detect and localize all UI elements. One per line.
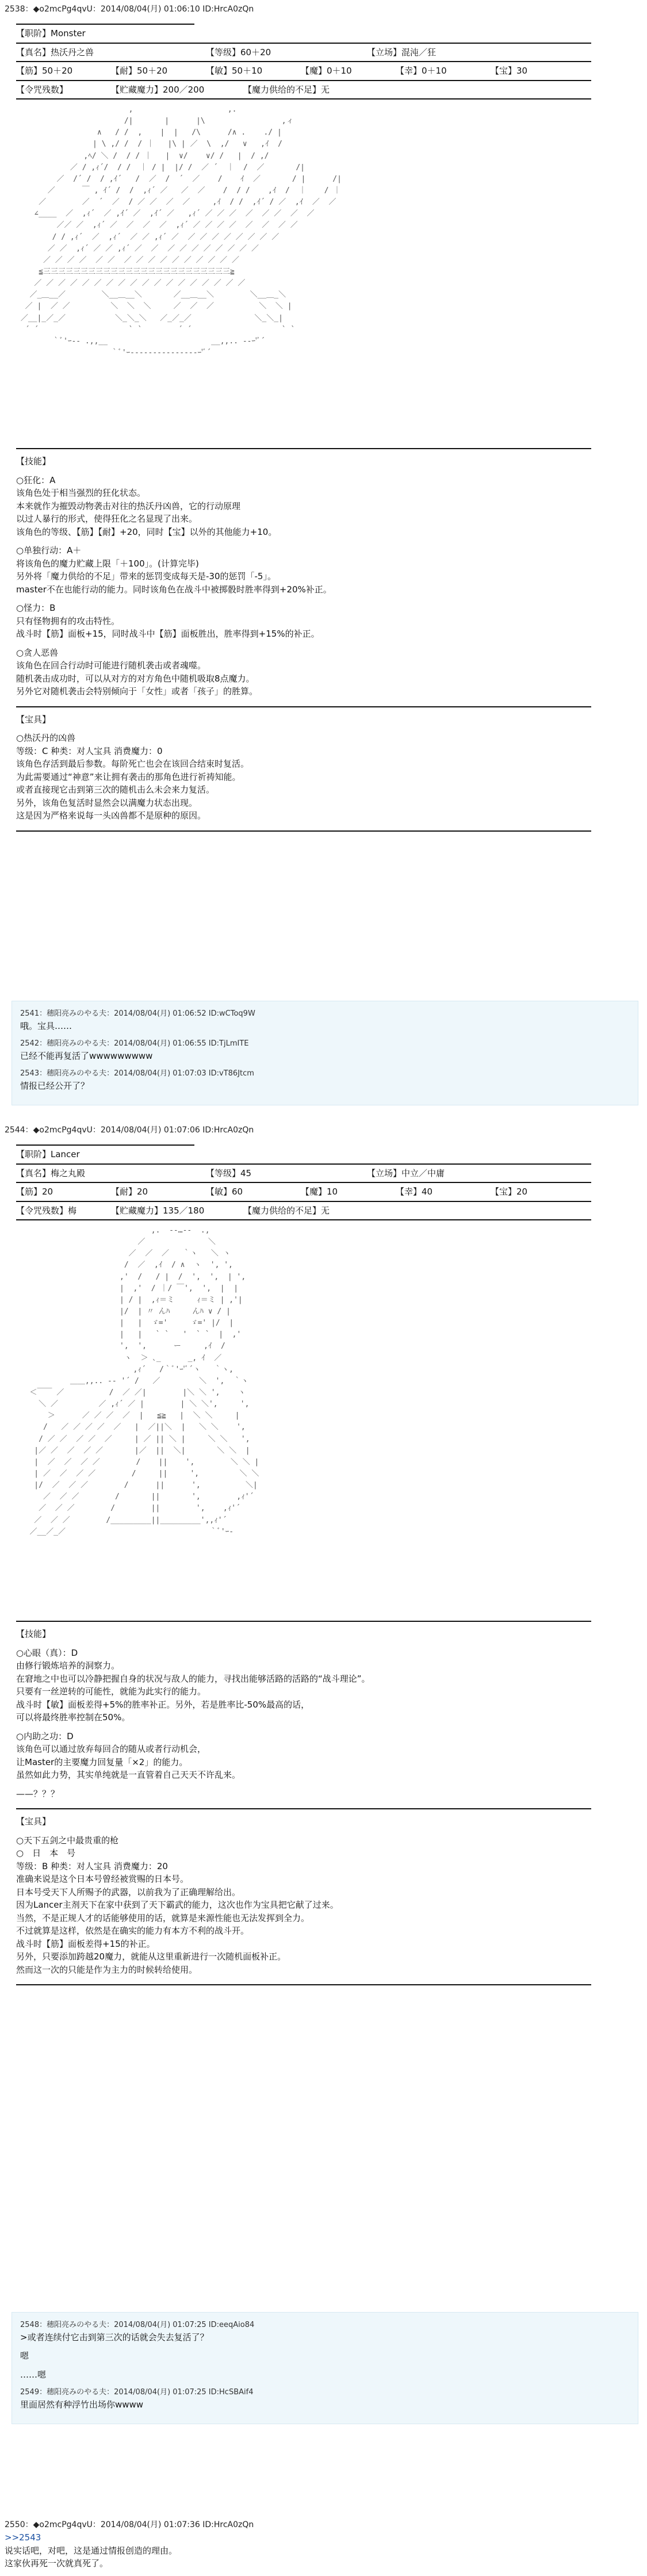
np-text: 准确来说是这个日本号曾经被赏赐的日本号。: [16, 1874, 189, 1884]
np-text: 然而这一次的只能是作为主力的时候转给使用。: [16, 1964, 198, 1975]
skill-name: ○贪人恶兽: [16, 647, 59, 658]
skill-text: 另外它对随机袭击会特别倾向于「女性」或者「孩子」的胜算。: [16, 686, 258, 696]
level: 【等级】60＋20: [206, 47, 271, 58]
stat-luck: 【幸】0＋10: [396, 66, 447, 76]
post-header: 2544：◆o2mcPg4qvU：2014/08/04(月) 01:07:06 ID:HrcA0zQn: [5, 1126, 254, 1135]
skill-text: 另外将「魔力供给的不足」带来的惩罚变成每天是-30的惩罚「-5」。: [16, 571, 276, 581]
stats-row-2: [16, 1185, 591, 1199]
skill-text: 该角色的等级、【筋】【耐】+20，同时【宝】以外的其他能力+10。: [16, 526, 277, 537]
reply-text: 哦。宝具……: [20, 1020, 72, 1031]
stats-row-3: [16, 83, 591, 97]
mana-deficit: 【魔力供给的不足】无: [243, 1205, 330, 1216]
np-title: 【宝具】: [16, 1816, 51, 1827]
stat-agi: 【敏】60: [206, 1186, 243, 1197]
skill-text: 只要有一丝逆转的可能性，就能为此实行的能力。: [16, 1686, 206, 1697]
np-name: ○ 日 本 号: [16, 1848, 76, 1858]
skill-text: 将该角色的魔力贮藏上限「＋100」。(计算完毕): [16, 558, 199, 569]
ascii-art-lancer: ,. -‐…‐- ., ／ ＼ ／ ／ ／ ｀ヽ ＼ ヽ / ／ ,ｲ / ∧ ヽ ', ', ,' / / | / ', ', | ', | ,' / ｜/ ￣', ', | | | / | ,ｨ＝ミ ｨ＝ミ | ,'| |/ | 〃 んﾊ んﾊ ∨ / | | | ゞ=' ゞ=' |/ | | | ` ` ' ` ` | ,' ', ', ー ,ｲ / ヽ ＞ ､_ _, ｲ ／ ,ｨ´ /｀ﾞ'ｰ'ﾞ´ヽ ｀ヽ, ＿＿,,.. -‐ '´ / ／ ＼ ', ｀ヽ ＜￣￣ ／ / ／ ／| |＼ ＼ ', ヽ ＼ ／ ／ ,ｨ´ ／ | | ＼ ＼', ', ＞ ／ ／ ／ ／ | ≦≧ | ＼ ＼ | / ／ ／ ／ ／ ／ | ／||＼ | ＼ ＼ ', / ／ ／ ／ ／ ／ | ／ || ＼ | ＼ ＼ ', |／ ／ ／ ／ ／ |／ || ＼| ＼ ＼ | | ／ ／ ／ ／ / || ', ＼ ＼ | | ／ ／ ／ ／ / || ', ＼ ＼ |/ ／ ／ ／ / || ', ＼| ／ ／ ／ / || ', ,ｨ'´ ／ ／ ／ / || ', ,ｨ'´ ／ ／ ／ /_________||_________',,ｨ'´ ／__／_／ ｀ﾞ'ｰ-: [29, 1226, 259, 1536]
divider: [16, 80, 591, 81]
class-label: 【职阶】Lancer: [16, 1149, 80, 1159]
reply-text: ……嗯: [20, 2369, 47, 2380]
divider: [16, 1163, 591, 1165]
stats-row-1: [16, 46, 591, 59]
reply-text: 嗯: [20, 2351, 29, 2361]
divider: [16, 43, 591, 44]
stat-end: 【耐】20: [111, 1186, 148, 1197]
post-header: 2538：◆o2mcPg4qvU：2014/08/04(月) 01:06:10 ID:HrcA0zQn: [5, 5, 254, 14]
np-text: 不过就算是这样，依然是在确实的能力有本方不利的战斗开。: [16, 1926, 250, 1936]
divider: [16, 98, 591, 99]
divider: [16, 61, 591, 62]
post-header: 2550：◆o2mcPg4qvU：2014/08/04(月) 01:07:36 ID:HrcA0zQn: [5, 2520, 254, 2529]
skill-name: ○心眼（真）：D: [16, 1647, 78, 1658]
stat-np: 【宝】30: [491, 66, 528, 76]
stat-str: 【筋】20: [16, 1186, 53, 1197]
mana-reserve: 【贮藏魔力】200／200: [111, 84, 205, 95]
stats-row-3: [16, 1204, 591, 1218]
divider: [16, 1182, 591, 1183]
skill-text: ——？？？: [16, 1788, 60, 1799]
stats-row-2: [16, 64, 591, 78]
divider: [16, 1145, 194, 1146]
alignment: 【立场】混沌／狂: [367, 47, 437, 58]
skill-name: ○内助之功：D: [16, 1731, 74, 1741]
command-spells: 【令咒残数】梅: [16, 1205, 77, 1216]
stat-luck: 【幸】40: [396, 1186, 433, 1197]
skill-text: 以过人暴行的形式，使得狂化之名显现了出来。: [16, 514, 198, 524]
np-text: 战斗时【筋】面板差得+15的补正。: [16, 1938, 155, 1949]
divider: [16, 1984, 591, 1985]
np-name: ○热沃丹的凶兽: [16, 733, 76, 743]
ascii-art-beast: , ,. /| | |\ ,ィ ∧ / / , | | /\ /∧ . ./ | | \ ,/ / / ｜ |\ | ／ \ ,/ ∨ ,ｲ / ,ﾍ/ ＼ / / / ｜ | ∨/ ∨/ / | / ,/ ／ / ,ｨ´/ / / ｜ / | |/ / ／ ´ ｜ / ／ /| ／ /´ / / ,ｲ´ / ／ / ´ ／ / ｲ ／ / | /| ／ ￣ , ｲ´ / / ,ｨ´ ／ ／ ／ / / / ,ｲ / ｜ / ｜ ／ ／ ´ ／ / ／ ／ ／ ／ ,ｲ / / ,ｲ´ / ／ ,ｲ ／ ／ ∠____ ／ ,ｨ´ ／ ,ｲ´ ／ ,ｲ´ ／ ,ｨ´ ／ ／ ／ ／ ／ ／ ／ ／ ／／ ／ ,ｨ´ ／ ／ ／ ／ ,ｨ´ ／ ／ ／ ／ ／ ／ ／ ／ / / ,ｨ´ ／ ,ｨ´ ／ ／ ,ｨ´ ／ ／ ／ ／ ／ ／ ／ ／ ／ ／ ／ ,ｨ´ ／ ／ ,ｨ´ ／ ／ ／ ／ ／ ／ ／ ／ ／ ／ ／ ／ ／ ／ ／ ／ ／ ／ ／ ／ ／ ／ ／ ／ ／ ／ ≦三三三三三三三三三三三三三三三三三三三三三三三三三≧ ／ ／ ／ ／ ／ ／ ／ ／ ／ ／ ／ ／ ／ ／ ／ ／ ／ ／ ／_＿__／ ＼__＿__＼ ／__＿__＼ ＼__＿_＼ ／ | ／ ／ ＼ ＼ ＼ ／ ／ ／ ＼ ＼ | ／__|_／_／ ＼_＼_＼ ／_／_／ ＼_＼_| ´ ´ ` ` ´ ´ ` ` ｀ﾞ'ｰ-- .,,__ __,,.. --ｰ'ﾞ´ ｀ﾞ'ｰ---------------ｰ'ﾞ´: [20, 105, 342, 357]
np-text: 另外，该角色复活时显然会以满魔力状态出现。: [16, 797, 198, 808]
true-name: 【真名】热沃丹之兽: [16, 47, 94, 58]
skill-text: master不在也能行动的能力。同时该角色在战斗中被掷骰时胜率得到+20%补正。: [16, 584, 332, 595]
skill-name: ○狂化：A: [16, 474, 56, 485]
reply-header: 2543：穗阳亮みのやる夫：2014/08/04(月) 01:07:03 ID:vT86Jtcm: [20, 1069, 254, 1078]
np-text: 为此需要通过“神意”来让拥有袭击的那角色进行祈祷知能。: [16, 771, 241, 782]
stat-np: 【宝】20: [491, 1186, 528, 1197]
skill-text: 战斗时【敏】面板差得+5%的胜率补正。另外，若是胜率比-50%最高的话，: [16, 1699, 310, 1710]
divider: [16, 1621, 591, 1622]
post-2544: [5, 1124, 637, 1988]
skill-text: 由修行锻炼培养的洞察力。: [16, 1660, 120, 1671]
skill-text: 战斗时【筋】面板+15，同时战斗中【筋】面板胜出，胜率得到+15%的补正。: [16, 629, 320, 639]
skills-title: 【技能】: [16, 1629, 51, 1639]
true-name: 【真名】梅之丸殿: [16, 1168, 86, 1178]
reply-text: 已经不能再复活了wwwwwwwww: [20, 1050, 153, 1061]
reply-text: >或者连续付它击到第三次的话就会失去复活了？: [20, 2332, 209, 2342]
divider: [16, 1219, 591, 1220]
divider: [16, 1808, 591, 1809]
skill-text: 随机袭击成功时，可以从对方的对方角色中随机吸取8点魔力。: [16, 673, 255, 684]
np-text: 等级：C 种类：对人宝具 消费魔力：0: [16, 745, 163, 756]
np-text: 该角色存活到最后参数。每阶死亡也会在该回合结束时复活。: [16, 759, 250, 769]
post-2538: [5, 3, 637, 834]
reply-header: 2542：穗阳亮みのやる夫：2014/08/04(月) 01:06:55 ID:TjLmITE: [20, 1039, 249, 1048]
divider: [16, 706, 591, 707]
np-text: 日本号受天下人所赐予的武器，以前我为了正确理解给出。: [16, 1886, 241, 1897]
alignment: 【立场】中立／中庸: [367, 1168, 445, 1178]
anchor-link[interactable]: >>2543: [5, 2532, 41, 2543]
reply-header: 2548：穗阳亮みのやる夫：2014/08/04(月) 01:07:25 ID:eeqAio84: [20, 2321, 255, 2329]
command-spells: 【令咒残数】: [16, 84, 68, 95]
class-label: 【职阶】Monster: [16, 28, 86, 39]
servant-card-monster: [16, 24, 591, 832]
skill-text: 该角色处于相当强烈的狂化状态。: [16, 488, 146, 498]
post-2550: [5, 2519, 637, 2570]
stat-str: 【筋】50＋20: [16, 66, 73, 76]
divider: [16, 448, 591, 449]
np-text: 这是因为严格来说每一头凶兽都不是原种的原因。: [16, 810, 206, 821]
stat-end: 【耐】50＋20: [111, 66, 168, 76]
skill-text: 让Master的主要魔力回复量「×2」的能力。: [16, 1756, 188, 1767]
divider: [16, 1201, 591, 1202]
np-title: 【宝具】: [16, 714, 51, 725]
skill-text: 虽然如此力势，其实单纯就是一直管着自己天天不许乱来。: [16, 1770, 241, 1780]
skill-name: ○怪力：B: [16, 603, 56, 613]
np-text: 因为Lancer主剂天下在家中获到了天下霸武的能力，这次也作为宝具把它献了过来。: [16, 1900, 339, 1910]
stat-agi: 【敏】50＋10: [206, 66, 263, 76]
np-text: 当然，不是正规人才的话能够使用的话，就算是来源性能也无法发挥到全力。: [16, 1912, 310, 1923]
skill-text: 在窘地之中也可以冷静把握自身的状况与敌人的能力，寻找出能够活路的活路的“战斗理论”。: [16, 1673, 370, 1684]
stats-row-1: [16, 1167, 591, 1180]
reply-block-2: [12, 2312, 638, 2424]
level: 【等级】45: [206, 1168, 252, 1178]
np-text: 另外，只要添加跨越20魔力，就能从这里重新进行一次随机面板补正。: [16, 1951, 286, 1962]
reply-text: 情报已经公开了？: [20, 1080, 90, 1091]
divider: [16, 830, 591, 832]
post-text: 说实话吧，对吧，这是通过情报创造的理由。: [5, 2545, 178, 2556]
stat-mag: 【魔】0＋10: [301, 66, 352, 76]
servant-card-lancer: [16, 1145, 591, 1985]
skills-title: 【技能】: [16, 456, 51, 466]
reply-block-1: [12, 1001, 638, 1105]
skill-name: ○单独行动：A＋: [16, 545, 82, 556]
reply-header: 2541：穗阳亮みのやる夫：2014/08/04(月) 01:06:52 ID:wCToq9W: [20, 1009, 255, 1018]
post-text: 这家伙再死一次就真死了。: [5, 2558, 109, 2569]
mana-reserve: 【贮藏魔力】135／180: [111, 1205, 205, 1216]
np-text: 等级：B 种类：对人宝具 消费魔力：20: [16, 1861, 168, 1871]
skill-text: 该角色在回合行动时可能进行随机袭击或者魂噬。: [16, 660, 206, 671]
skill-text: 只有怪物拥有的攻击特性。: [16, 615, 120, 626]
mana-deficit: 【魔力供给的不足】无: [243, 84, 330, 95]
reply-text: 里面居然有种浮竹出场你wwww: [20, 2399, 144, 2410]
skill-text: 该角色可以通过放弃每回合的随从或者行动机会，: [16, 1744, 206, 1754]
stat-mag: 【魔】10: [301, 1186, 338, 1197]
np-text: 或者直接现它击到第三次的随机击么未会来力复活。: [16, 784, 215, 795]
skill-text: 可以将最终胜率控制在50%。: [16, 1712, 131, 1723]
np-name: ○天下五剑之中最贵重的枪: [16, 1835, 119, 1846]
divider: [16, 24, 194, 25]
skill-text: 本来就作为摧毁动物袭击对往的热沃丹凶兽，它的行动原理: [16, 500, 241, 511]
reply-header: 2549：穗阳亮みのやる夫：2014/08/04(月) 01:07:25 ID:HcSBAif4: [20, 2388, 254, 2397]
